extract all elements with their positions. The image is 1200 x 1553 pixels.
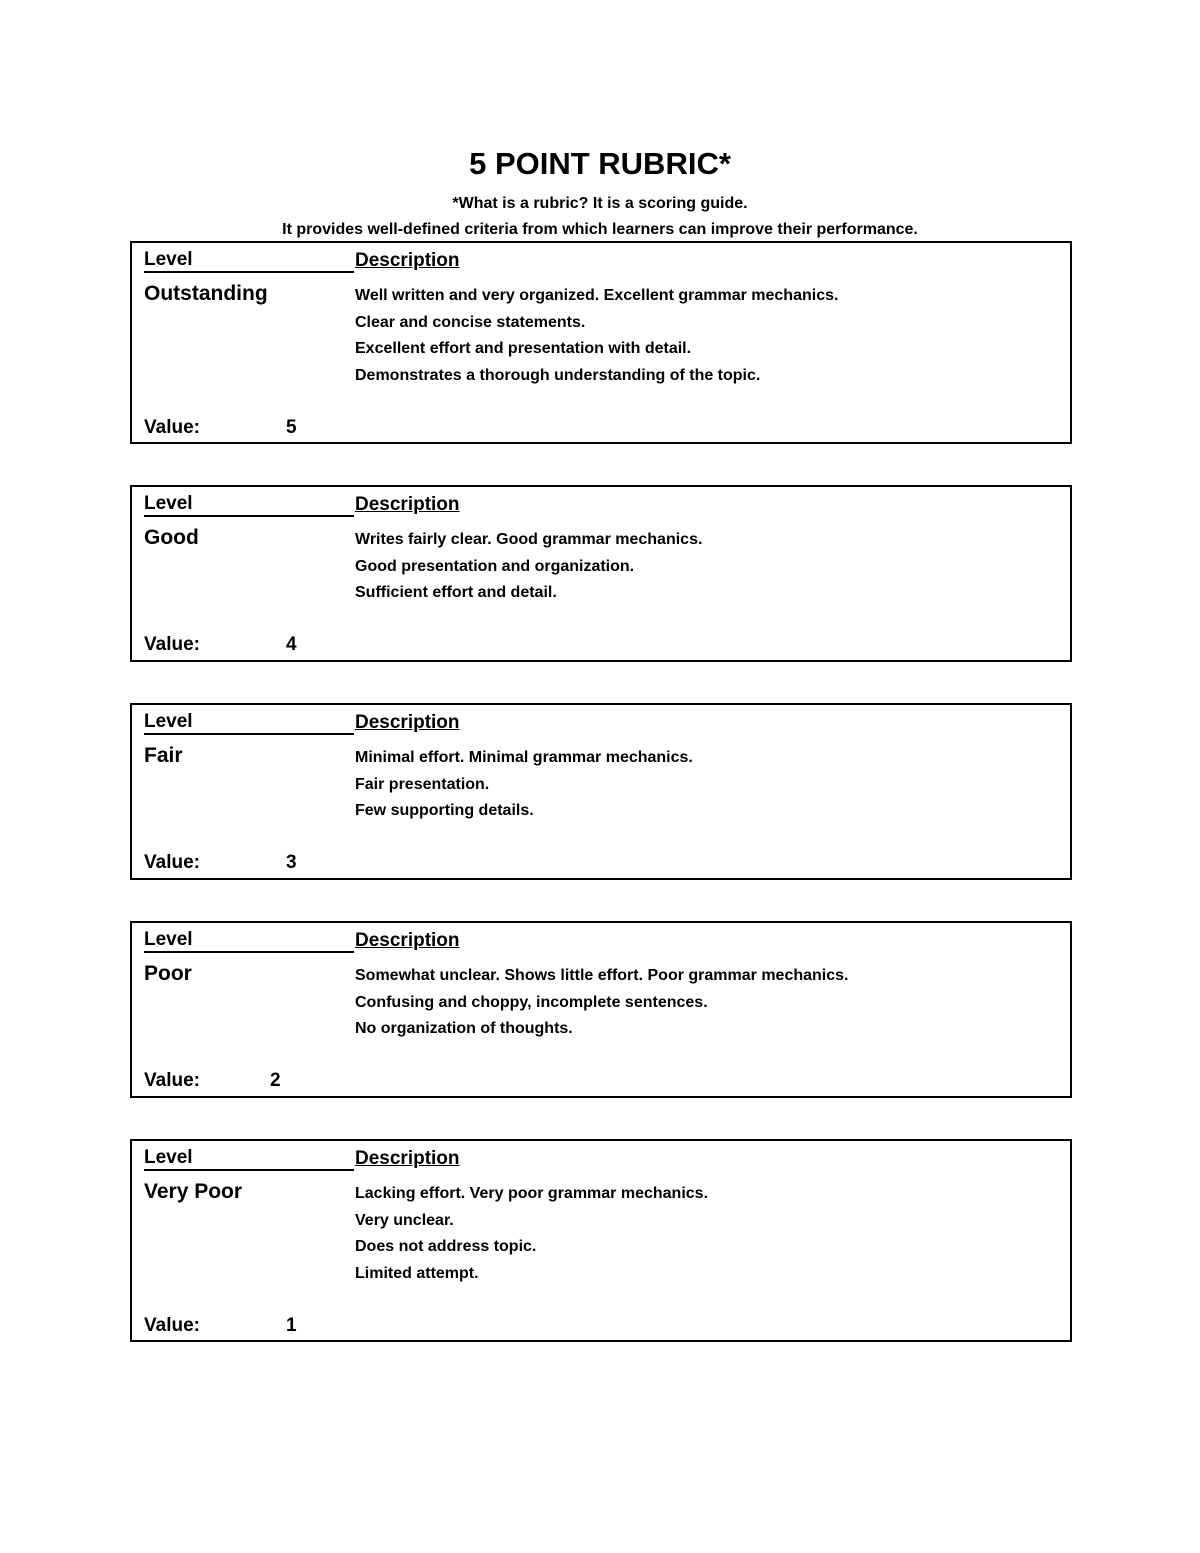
- description-line: No organization of thoughts.: [355, 1020, 573, 1037]
- subtitle-question: *What is a rubric? It is a scoring guide.: [452, 195, 748, 212]
- rubric-box-outstanding: [130, 241, 1072, 444]
- level-column-header: Level: [144, 249, 354, 273]
- description-list: [355, 745, 693, 825]
- description-line: Writes fairly clear. Good grammar mechanics.: [355, 531, 703, 548]
- description-line: Somewhat unclear. Shows little effort. Poor grammar mechanics.: [355, 967, 849, 984]
- rubric-box-poor: [130, 921, 1072, 1098]
- description-line: Very unclear.: [355, 1211, 454, 1229]
- value-number: 2: [270, 1070, 281, 1091]
- description-line: Confusing and choppy, incomplete sentences.: [355, 993, 708, 1011]
- value-number: 4: [286, 634, 297, 655]
- description-line: Demonstrates a thorough understanding of the topic.: [355, 366, 761, 384]
- description-column-header: Description: [355, 494, 460, 515]
- description-column-header: Description: [355, 712, 460, 733]
- description-line: Good presentation and organization.: [355, 557, 635, 575]
- description-line: Excellent effort and presentation with detail.: [355, 340, 692, 357]
- level-column-header: Level: [144, 929, 354, 953]
- description-column-header: Description: [355, 250, 460, 271]
- description-list: [355, 1181, 708, 1287]
- level-column-header: Level: [144, 711, 354, 735]
- description-column-header: Description: [355, 1148, 460, 1169]
- description-list: [355, 963, 848, 1043]
- description-line: Few supporting details.: [355, 802, 534, 819]
- description-line: Lacking effort. Very poor grammar mechanics.: [355, 1185, 709, 1202]
- rubric-box-good: [130, 485, 1072, 662]
- description-line: Well written and very organized. Excellent grammar mechanics.: [355, 287, 839, 304]
- description-line: Minimal effort. Minimal grammar mechanics.: [355, 749, 693, 766]
- rubric-box-fair: [130, 703, 1072, 880]
- description-line: Fair presentation.: [355, 775, 490, 793]
- description-list: [355, 527, 702, 607]
- value-label: Value:: [144, 634, 200, 655]
- level-name: Good: [144, 526, 199, 549]
- rubric-box-very-poor: [130, 1139, 1072, 1342]
- description-line: Limited attempt.: [355, 1264, 479, 1282]
- level-name: Poor: [144, 962, 192, 985]
- subtitle-explanation: It provides well-defined criteria from which learners can improve their performance.: [282, 221, 918, 238]
- level-column-header: Level: [144, 493, 354, 517]
- description-list: [355, 283, 838, 389]
- value-label: Value:: [144, 1070, 200, 1091]
- value-label: Value:: [144, 1315, 200, 1336]
- description-line: Clear and concise statements.: [355, 313, 586, 331]
- value-number: 1: [286, 1315, 297, 1336]
- value-number: 3: [286, 852, 297, 873]
- description-line: Sufficient effort and detail.: [355, 584, 557, 601]
- level-name: Fair: [144, 744, 183, 767]
- description-line: Does not address topic.: [355, 1238, 537, 1255]
- page-title: 5 POINT RUBRIC*: [469, 146, 731, 181]
- level-name: Outstanding: [144, 282, 268, 305]
- description-column-header: Description: [355, 930, 460, 951]
- value-label: Value:: [144, 417, 200, 438]
- level-name: Very Poor: [144, 1180, 243, 1203]
- value-label: Value:: [144, 852, 200, 873]
- value-number: 5: [286, 417, 297, 438]
- level-column-header: Level: [144, 1147, 354, 1171]
